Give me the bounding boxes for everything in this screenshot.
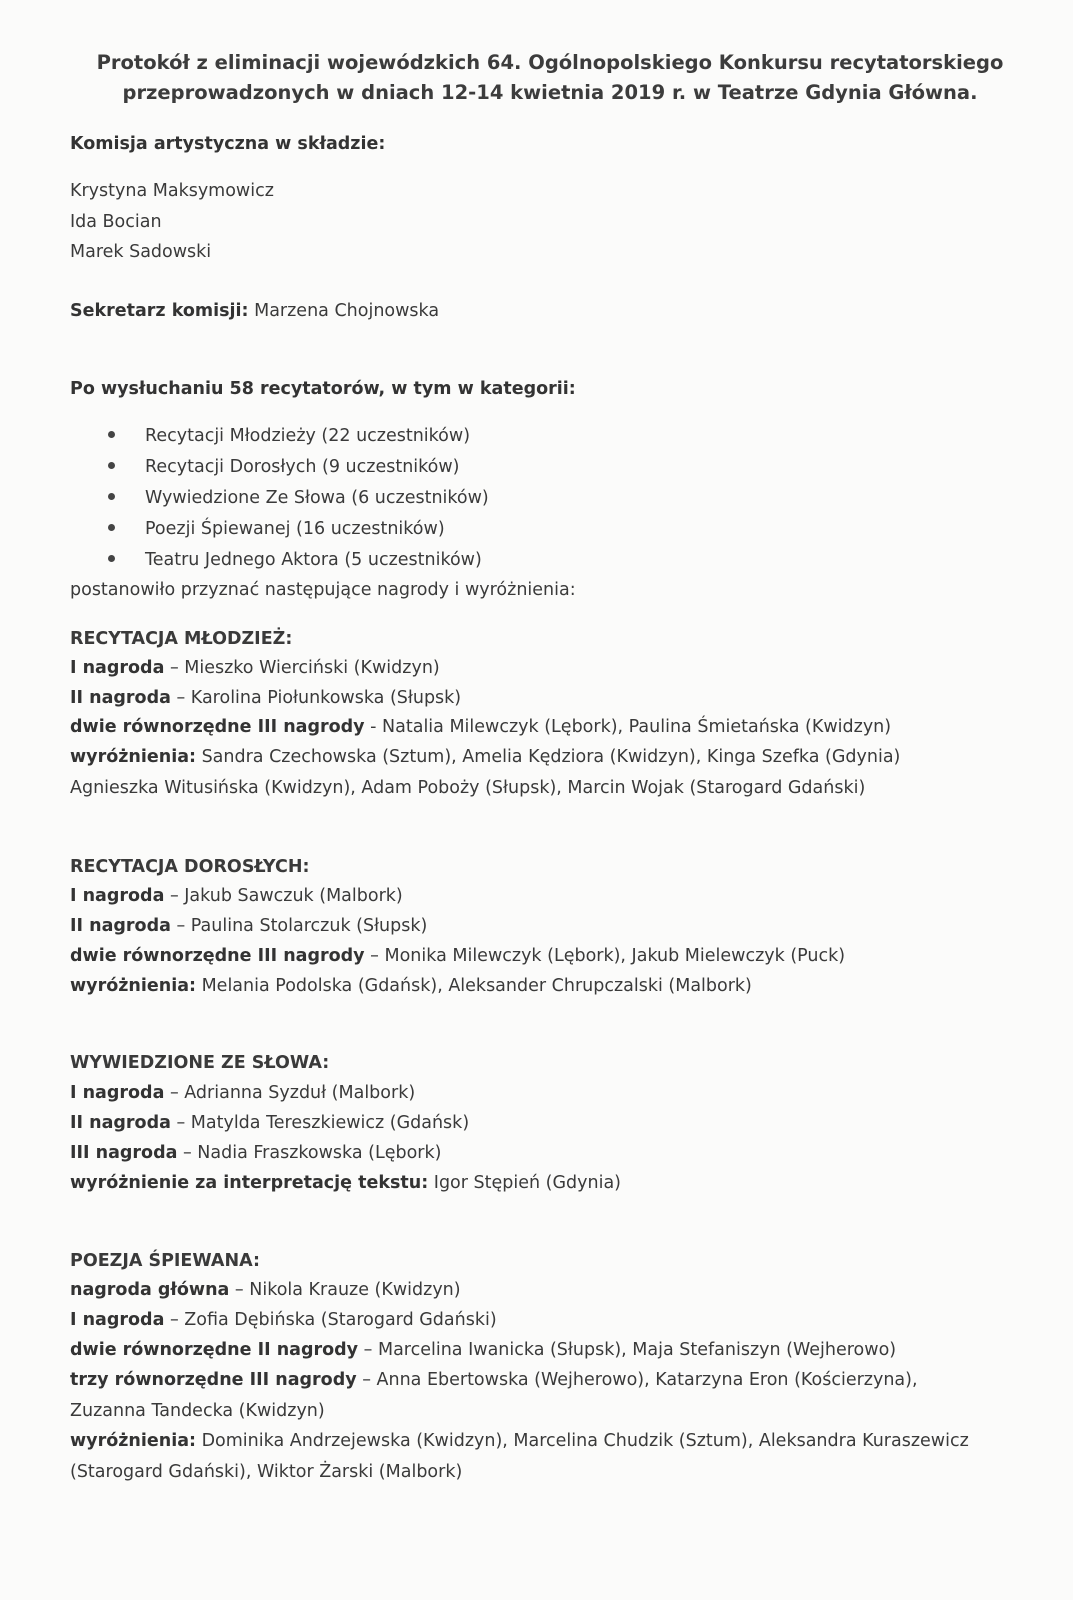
award-line: III nagroda – Nadia Fraszkowska (Lębork) — [70, 1143, 442, 1163]
award-line: dwie równorzędne III nagrody – Monika Milewczyk (Lębork), Jakub Mielewczyk (Puck) — [70, 946, 846, 966]
bullet-icon — [108, 431, 115, 438]
document-title — [60, 48, 1040, 108]
award-line: Zuzanna Tandecka (Kwidzyn) — [70, 1401, 325, 1421]
section-heading-recytacja-doroslych: RECYTACJA DOROSŁYCH: — [70, 857, 310, 877]
commission-heading: Komisja artystyczna w składzie: — [70, 134, 386, 154]
category-item: Wywiedzione Ze Słowa (6 uczestników) — [108, 487, 489, 509]
award-line: dwie równorzędne II nagrody – Marcelina Iwanicka (Słupsk), Maja Stefaniszyn (Wejherowo) — [70, 1340, 897, 1360]
award-line: wyróżnienia: Sandra Czechowska (Sztum), Amelia Kędziora (Kwidzyn), Kinga Szefka (Gdynia) — [70, 747, 901, 767]
award-line: II nagroda – Paulina Stolarczuk (Słupsk) — [70, 916, 428, 936]
category-item: Teatru Jednego Aktora (5 uczestników) — [108, 549, 482, 571]
member-2: Ida Bocian — [70, 212, 162, 232]
award-line: wyróżnienie za interpretację tekstu: Igor Stępień (Gdynia) — [70, 1173, 622, 1193]
member-1: Krystyna Maksymowicz — [70, 181, 274, 201]
bullet-icon — [108, 524, 115, 531]
award-line: (Starogard Gdański), Wiktor Żarski (Malbork) — [70, 1462, 463, 1482]
bullet-icon — [108, 462, 115, 469]
award-line: II nagroda – Matylda Tereszkiewicz (Gdańsk) — [70, 1113, 470, 1133]
category-item: Poezji Śpiewanej (16 uczestników) — [108, 518, 445, 540]
section-heading-poezja-spiewana: POEZJA ŚPIEWANA: — [70, 1251, 260, 1271]
member-3: Marek Sadowski — [70, 242, 212, 262]
award-line: I nagroda – Mieszko Wierciński (Kwidzyn) — [70, 658, 440, 678]
award-line: nagroda główna – Nikola Krauze (Kwidzyn) — [70, 1280, 461, 1300]
award-line: I nagroda – Zofia Dębińska (Starogard Gdański) — [70, 1310, 497, 1330]
category-item: Recytacji Młodzieży (22 uczestników) — [108, 425, 470, 447]
secretary-label: Sekretarz komisji: — [70, 301, 249, 321]
award-line: dwie równorzędne III nagrody - Natalia Milewczyk (Lębork), Paulina Śmietańska (Kwidzyn) — [70, 717, 892, 737]
award-line: wyróżnienia: Dominika Andrzejewska (Kwidzyn), Marcelina Chudzik (Sztum), Aleksandra Kuraszewicz — [70, 1431, 969, 1451]
section-heading-wywiedzione-ze-slowa: WYWIEDZIONE ZE SŁOWA: — [70, 1053, 330, 1073]
decision-text: postanowiło przyznać następujące nagrody i wyróżnienia: — [70, 580, 576, 600]
section-heading-recytacja-mlodziez: RECYTACJA MŁODZIEŻ: — [70, 629, 293, 649]
award-line: I nagroda – Adrianna Syzduł (Malbork) — [70, 1083, 416, 1103]
title-line-2: przeprowadzonych w dniach 12-14 kwietnia 2019 r. w Teatrze Gdynia Główna. — [122, 81, 978, 104]
category-item: Recytacji Dorosłych (9 uczestników) — [108, 456, 460, 478]
secretary-line — [70, 300, 439, 322]
award-line: II nagroda – Karolina Piołunkowska (Słupsk) — [70, 688, 462, 708]
secretary-name: Marzena Chojnowska — [248, 301, 440, 321]
bullet-icon — [108, 555, 115, 562]
award-line: wyróżnienia: Melania Podolska (Gdańsk), Aleksander Chrupczalski (Malbork) — [70, 976, 752, 996]
award-line: I nagroda – Jakub Sawczuk (Malbork) — [70, 886, 403, 906]
award-line: Agnieszka Witusińska (Kwidzyn), Adam Poboży (Słupsk), Marcin Wojak (Starogard Gdański) — [70, 778, 866, 798]
award-line: trzy równorzędne III nagrody – Anna Ebertowska (Wejherowo), Katarzyna Eron (Kościerzyna), — [70, 1370, 918, 1390]
bullet-icon — [108, 493, 115, 500]
intro-text: Po wysłuchaniu 58 recytatorów, w tym w kategorii: — [70, 379, 576, 399]
title-line-1: Protokół z eliminacji wojewódzkich 64. Ogólnopolskiego Konkursu recytatorskiego — [96, 51, 1004, 74]
